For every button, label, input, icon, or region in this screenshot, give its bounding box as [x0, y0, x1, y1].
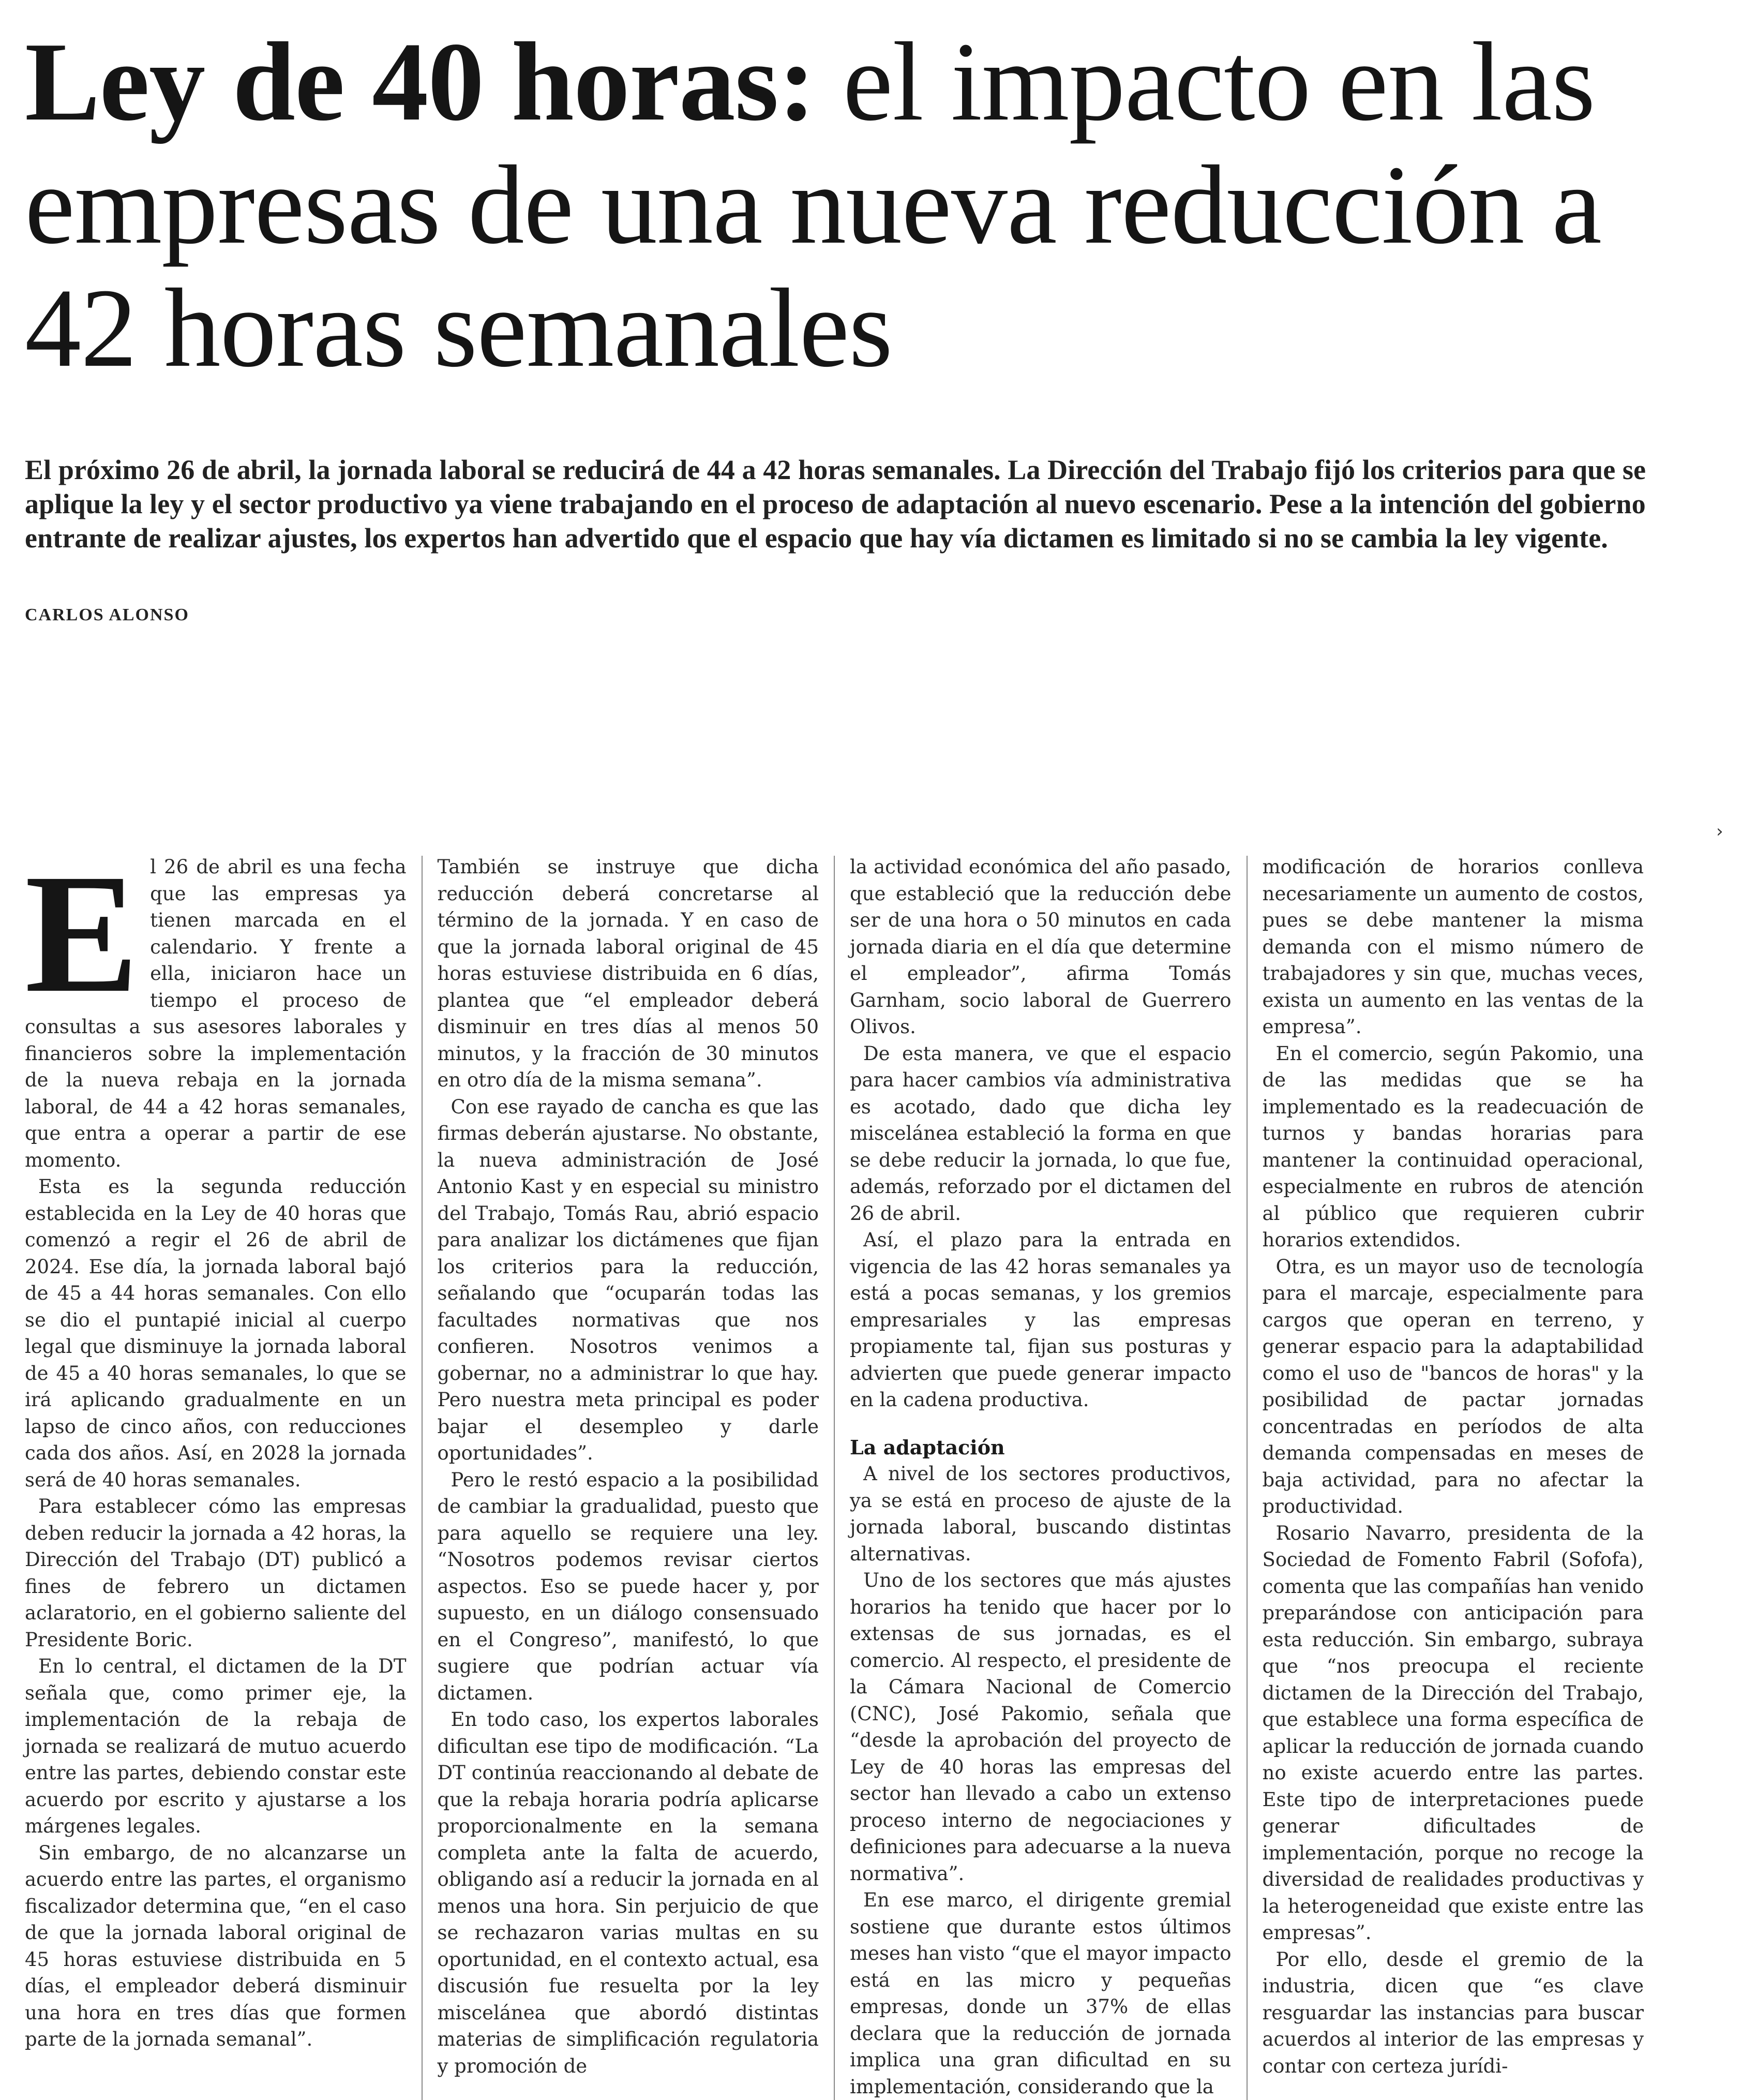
paragraph: En todo caso, los expertos laborales dificultan ese tipo de modificación. “La DT continúa reaccionando al debate de que la rebaja horaria podría aplicarse proporcionalmente en la semana completa ante la falta de acuerdo, obligando así a reducir la jornada en al menos una hora. Sin perjuicio de que se rechazaron varias multas en su oportunidad, en el contexto actual, esa discusión fue resuelta por la ley miscelánea que abordó distintas materias de simplificación regulatoria y promoción de [437, 1708, 819, 2077]
article-body [25, 839, 1644, 2098]
paragraph: Pero le restó espacio a la posibilidad de cambiar la gradualidad, puesto que para aquello se requiere una ley. “Nosotros podemos revisar ciertos aspectos. Eso se puede hacer y, por supuesto, en un diálogo consensuado en el Congreso”, manifestó, lo que sugiere que podrían actuar vía dictamen. [437, 1468, 819, 1704]
paragraph: En lo central, el dictamen de la DT señala que, como primer eje, la implementación de la rebaja de jornada se realizará de mutuo acuerdo entre las partes, debiendo constar este acuerdo por escrito y ajustarse a los márgenes legales. [25, 1655, 407, 1837]
headline-bold: Ley de 40 horas: [25, 20, 816, 144]
paragraph: Otra, es un mayor uso de tecnología para el marcaje, especialmente para cargos que operan en terreno, y generar espacio para la adaptabilidad como el uso de "bancos de horas" y la posibilidad de pactar jornadas concentradas en períodos de alta demanda compensadas en meses de baja actividad, para no afectar la productividad. [1262, 1255, 1644, 1517]
paragraph: Rosario Navarro, presidenta de la Sociedad de Fomento Fabril (Sofofa), comenta que las compañías han venido preparándose con anticipación para esta reducción. Sin embargo, subraya que “nos preocupa el reciente dictamen de la Dirección del Trabajo, que establece una forma específica de aplicar la reducción de jornada cuando no existe acuerdo entre las partes. Este tipo de interpretaciones puede generar dificultades de implementación, porque no recoge la diversidad de realidades productivas y la heterogeneidad que existe entre las empresas”. [1262, 1522, 1644, 1944]
lede: El próximo 26 de abril, la jornada laboral se reducirá de 44 a 42 horas semanales. La Dirección del Trabajo fijó los criterios para que se aplique la ley y el sector productivo ya viene trabajando en el proceso de adaptación al nuevo escenario. Pese a la intención del gobierno entrante de realizar ajustes, los expertos han advertido que el espacio que hay vía dictamen es limitado si no se cambia la ley vigente. [25, 454, 1646, 554]
byline: CARLOS ALONSO [25, 605, 189, 624]
paragraph: Por ello, desde el gremio de la industria, dicen que “es clave resguardar las instancias para buscar acuerdos al interior de las empresas y contar con certeza jurídi- [1262, 1948, 1644, 2077]
paragraph: Uno de los sectores que más ajustes horarios ha tenido que hacer por lo extensas de sus jornadas, es el comercio. Al respecto, el presidente de la Cámara Nacional de Comercio (CNC), José Pakomio, señala que “desde la aprobación del proyecto de Ley de 40 horas las empresas del sector han llevado a cabo un extenso proceso interno de negociaciones y definiciones para adecuarse a la nueva normativa”. [850, 1569, 1232, 1885]
section-subhead: La adaptación [850, 1435, 1005, 1459]
paragraph: Esta es la segunda reducción establecida en la Ley de 40 horas que comenzó a regir el 26 de abril de 2024. Ese día, la jornada laboral bajó de 45 a 44 horas semanales. Con ello se dio el puntapié inicial al cuerpo legal que disminuye la jornada laboral de 45 a 40 horas semanales, lo que se irá aplicando gradualmente en un lapso de cinco años, con reducciones cada dos años. Así, en 2028 la jornada será de 40 horas semanales. [25, 1175, 407, 1491]
column-2 [438, 854, 819, 2100]
chevron-right-icon[interactable]: › [1716, 821, 1723, 842]
headline [25, 21, 1680, 390]
paragraph: Sin embargo, de no alcanzarse un acuerdo entre las partes, el organismo fiscalizador determina que, “en el caso de que la jornada laboral original de 45 horas estuviese distribuida en 5 días, el empleador deberá disminuir una hora en tres días que formen parte de la jornada semanal”. [25, 1841, 407, 2050]
paragraph: modificación de horarios conlleva necesariamente un aumento de costos, pues se debe mantener la misma demanda con el mismo número de trabajadores y sin que, muchas veces, exista un aumento en las ventas de la empresa”. [1262, 856, 1644, 1038]
paragraph: En el comercio, según Pakomio, una de las medidas que se ha implementado es la readecuación de turnos y bandas horarias para mantener la continuidad operacional, especialmente en rubros de atención al público que requieren cubrir horarios extendidos. [1262, 1042, 1644, 1251]
paragraph: También se instruye que dicha reducción deberá concretarse al término de la jornada. Y en caso de que la jornada laboral original de 45 horas estuviese distribuida en 6 días, plantea que “el empleador deberá disminuir en tres días al menos 50 minutos, y la fracción de 30 minutos en otro día de la misma semana”. [437, 856, 819, 1091]
column-3 [850, 854, 1232, 2100]
paragraph: Así, el plazo para la entrada en vigencia de las 42 horas semanales ya está a pocas semanas, y los gremios empresariales y las empresas propiamente tal, fijan sus posturas y advierten que puede generar impacto en la cadena productiva. [850, 1229, 1232, 1411]
drop-cap: E [25, 839, 139, 1028]
paragraph: la actividad económica del año pasado, que estableció que la reducción debe ser de una hora o 50 minutos en cada jornada diaria en el día que determine el empleador”, afirma Tomás Garnham, socio laboral de Guerrero Olivos. [850, 856, 1232, 1038]
paragraph: En ese marco, el dirigente gremial sostiene que durante estos últimos meses han visto “que el mayor impacto está en las micro y pequeñas empresas, donde un 37% de ellas declara que la reducción de jornada implica una gran dificultad en su implementación, considerando que la [850, 1889, 1232, 2098]
paragraph: l 26 de abril es una fecha que las empresas ya tienen marcada en el calendario. Y frente a ella, iniciaron hace un tiempo el proceso de consultas a sus asesores laborales y financieros sobre la implementación de la nueva rebaja en la jornada laboral, de 44 a 42 horas semanales, que entra a operar a partir de ese momento. [25, 856, 407, 1171]
paragraph: A nivel de los sectores productivos, ya se está en proceso de ajuste de la jornada laboral, buscando distintas alternativas. [850, 1463, 1232, 1565]
paragraph: Con ese rayado de cancha es que las firmas deberán ajustarse. No obstante, la nueva administración de José Antonio Kast y en especial su ministro del Trabajo, Tomás Rau, abrió espacio para analizar los dictámenes que fijan los criterios para la reducción, señalando que “ocuparán todas las facultades normativas que nos confieren. Nosotros venimos a gobernar, no a administrar lo que hay. Pero nuestra meta principal es poder bajar el desempleo y darle oportunidades”. [437, 1095, 819, 1464]
column-4 [1263, 854, 1644, 2100]
headline-rest: el impacto en las empresas de una nueva reducción a 42 horas semanales [25, 20, 1601, 391]
paragraph: Para establecer cómo las empresas deben reducir la jornada a 42 horas, la Dirección del Trabajo (DT) publicó a fines de febrero un dictamen aclaratorio, en el gobierno saliente del Presidente Boric. [25, 1495, 407, 1651]
column-1 [25, 839, 407, 2100]
paragraph: De esta manera, ve que el espacio para hacer cambios vía administrativa es acotado, dado que dicha ley miscelánea estableció la forma en que se debe reducir la jornada, lo que fue, además, reforzado por el dictamen del 26 de abril. [850, 1042, 1232, 1225]
